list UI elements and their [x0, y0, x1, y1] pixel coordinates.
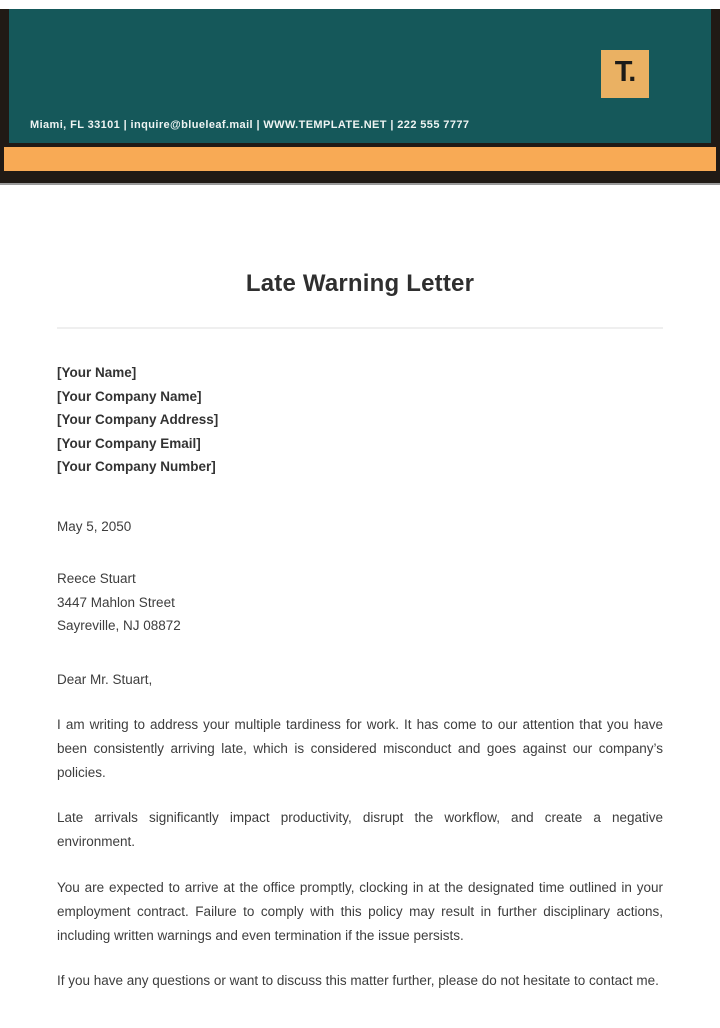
letter-body: [57, 713, 663, 993]
recipient-city-state-zip: Sayreville, NJ 08872: [57, 618, 181, 633]
letter-date: May 5, 2050: [57, 518, 132, 534]
logo-letter-icon: T.: [614, 55, 636, 88]
sender-company-address-placeholder: [Your Company Address]: [57, 412, 219, 427]
letterhead-contact-line: Miami, FL 33101 | inquire@blueleaf.mail | WWW.TEMPLATE.NET | 222 555 7777: [30, 119, 470, 131]
template-logo: [601, 50, 649, 98]
recipient-block: [57, 567, 663, 638]
sender-company-number-placeholder: [Your Company Number]: [57, 459, 216, 474]
letterhead: [0, 9, 720, 185]
paragraph-tardiness-notice: I am writing to address your multiple tardiness for work. It has come to our attention that you have been consistently arriving late, which is considered misconduct and goes against our company’s policies.: [57, 717, 663, 780]
recipient-street: 3447 Mahlon Street: [57, 594, 175, 610]
sender-company-name-placeholder: [Your Company Name]: [57, 388, 202, 404]
title-divider: [57, 327, 663, 329]
paragraph-impact: Late arrivals significantly impact productivity, disrupt the workflow, and create a negative environment.: [57, 810, 663, 850]
paragraph-expectations: You are expected to arrive at the office promptly, clocking in at the designated time outlined in your employment contract. Failure to comply with this policy may result in further disciplinary actions, including written warnings and even termination if the issue persists.: [57, 879, 663, 943]
letter-title: Late Warning Letter: [245, 270, 475, 297]
letter-document: [0, 269, 720, 993]
sender-company-email-placeholder: [Your Company Email]: [57, 435, 201, 451]
salutation: Dear Mr. Stuart,: [57, 671, 153, 687]
paragraph-contact: If you have any questions or want to discuss this matter further, please do not hesitate to contact me.: [57, 973, 659, 989]
recipient-name: Reece Stuart: [57, 571, 136, 586]
letterhead-teal-panel: [9, 9, 711, 143]
sender-placeholder-block: [57, 361, 663, 479]
letterhead-accent-bar: [4, 147, 716, 171]
sender-name-placeholder: [Your Name]: [57, 365, 137, 380]
